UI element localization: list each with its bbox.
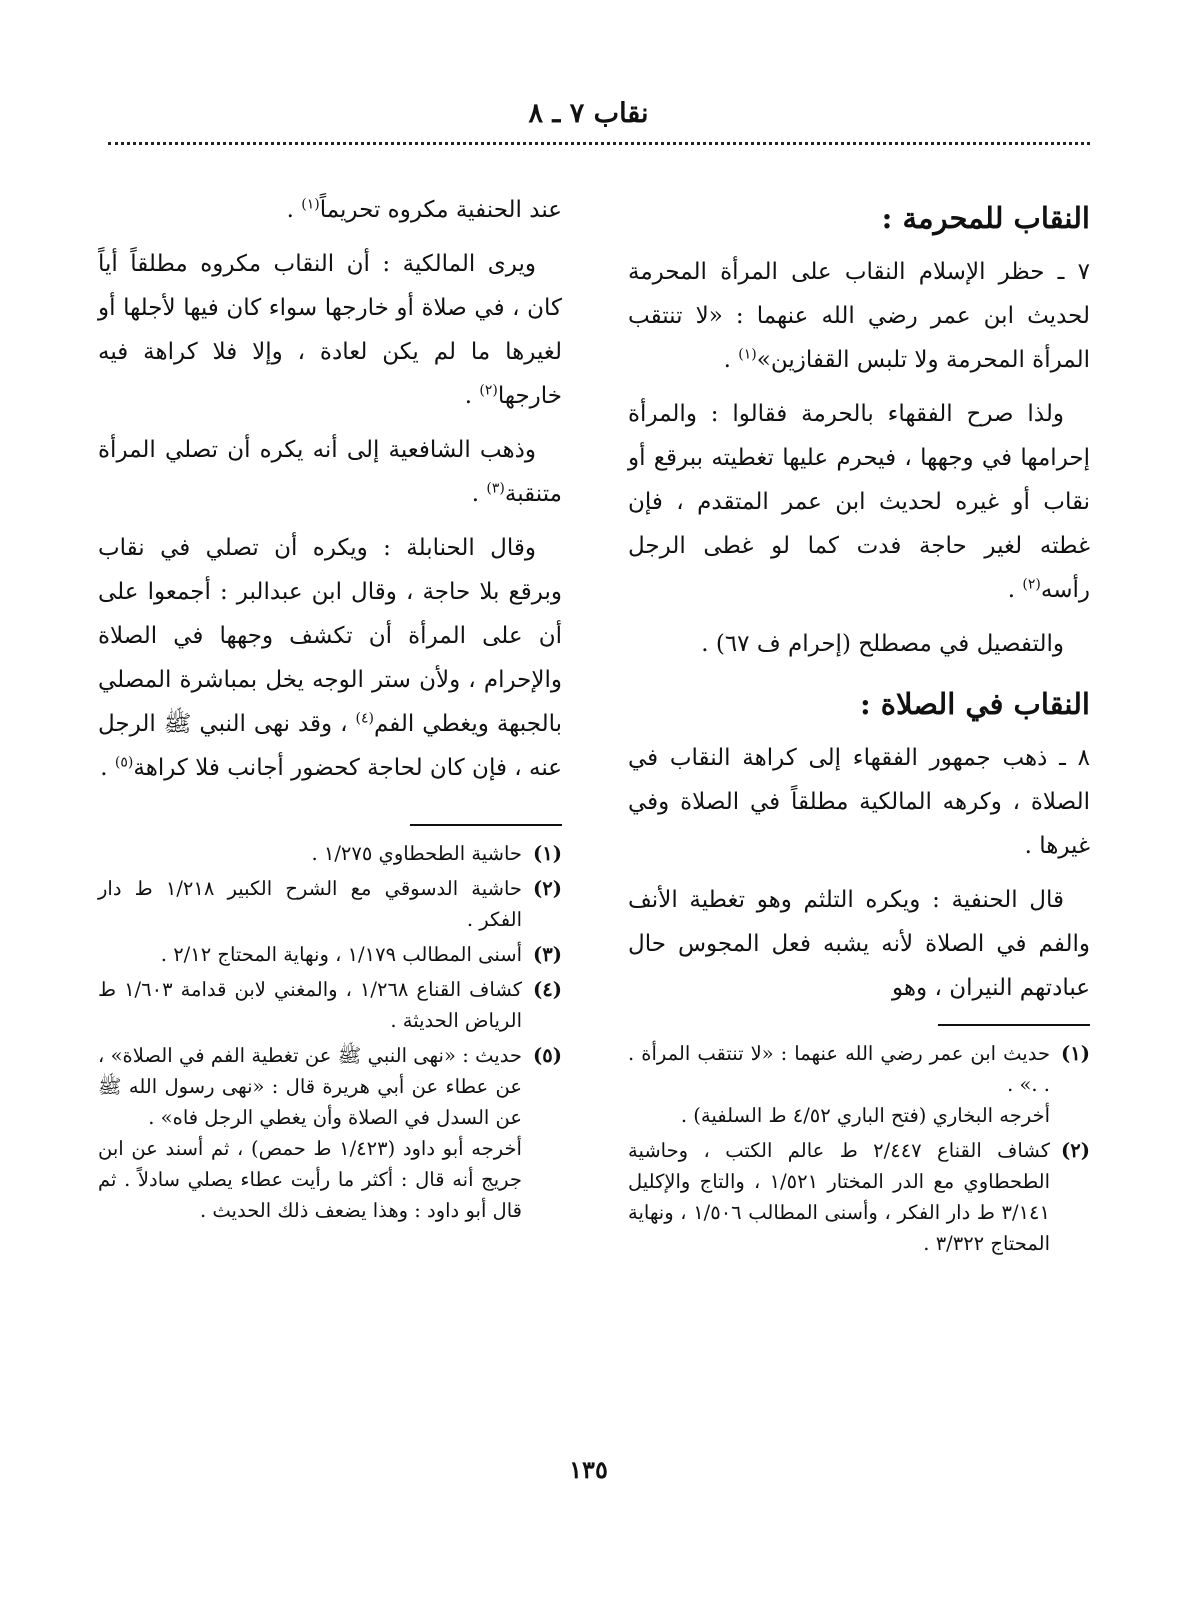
footnote-item — [98, 1040, 562, 1226]
footnote-separator — [410, 824, 562, 826]
paragraph-end: . — [1007, 577, 1023, 603]
footnote-ref: (٥) — [114, 754, 134, 771]
footnote-text: كشاف القناع ٢/٤٤٧ ط عالم الكتب ، وحاشية الطحطاوي مع الدر المختار ١/٥٢١ ، والتاج والإكليل ٣/١٤١ ط دار الفكر ، وأسنى المطالب ١/٥٠٦ ، ونهاية المحتاج ٣/٣٢٢ . — [628, 1139, 1050, 1255]
paragraph-text: ٧ ـ حظر الإسلام النقاب على المرأة المحرمة لحديث ابن عمر رضي الله عنهما : «لا تنتقب المرأة المحرمة ولا تلبس القفازين» — [628, 259, 1090, 373]
paragraph-text: ، وقد نهى النبي ﷺ الرجل عنه ، فإن كان لحاجة كحضور أجانب فلا كراهة — [98, 711, 562, 781]
paragraph-end: . — [100, 755, 115, 781]
paragraph-end: . — [464, 383, 480, 409]
left-column — [98, 188, 562, 1230]
paragraph-hanabila — [98, 526, 562, 790]
footnote-item — [628, 1135, 1090, 1259]
paragraph-fuqaha — [628, 392, 1090, 612]
footnote-ref: (١) — [738, 346, 757, 363]
footnote-ref: (٤) — [355, 710, 374, 727]
paragraph-7 — [628, 250, 1090, 382]
paragraph-text: ولذا صرح الفقهاء بالحرمة فقالوا : والمرأة إحرامها في وجهها ، فيحرم عليها تغطيته ببرقع أو نقاب أو غيره لحديث ابن عمر المتقدم ، فإن غطته لغير حاجة فدت كما لو غطى الرجل رأسه — [628, 401, 1090, 603]
section-heading-muhrima: النقاب للمحرمة : — [881, 201, 1090, 235]
paragraph-end: . — [723, 347, 739, 373]
footnotes-left — [98, 838, 562, 1226]
footnote-text: حاشية الدسوقي مع الشرح الكبير ١/٢١٨ ط دار الفكر . — [98, 877, 522, 931]
footnote-text: حاشية الطحطاوي ١/٢٧٥ . — [311, 842, 522, 865]
footnote-ref: (١) — [301, 196, 320, 213]
footnote-item — [98, 939, 562, 970]
paragraph-text: وقال الحنابلة : ويكره أن تصلي في نقاب وبرقع بلا حاجة ، وقال ابن عبدالبر : أجمعوا على أن على المرأة أن تكشف وجهها في الصلاة والإحرام ، ولأن ستر الوجه يخل بمباشرة المصلي بالجبهة ويغطي الفم — [98, 535, 562, 737]
footnote-number: (٥) — [533, 1044, 562, 1067]
footnotes-right — [628, 1038, 1090, 1259]
paragraph-end: . — [471, 481, 487, 507]
paragraph-text: عند الحنفية مكروه تحريماً — [319, 197, 562, 223]
footnote-ref: (٢) — [1022, 576, 1041, 593]
paragraph-malikiyya — [98, 242, 562, 418]
footnote-text: حديث : «نهى النبي ﷺ عن تغطية الفم في الصلاة» ، عن عطاء عن أبي هريرة قال : «نهى رسول الله ﷺ عن السدل في الصلاة وأن يغطي الرجل فاه» . — [98, 1044, 522, 1129]
paragraph-hanafiyya: قال الحنفية : ويكره التلثم وهو تغطية الأنف والفم في الصلاة لأنه يشبه فعل المجوس حال عبادتهم النيران ، وهو — [628, 887, 1090, 1001]
footnote-text: أخرجه أبو داود (١/٤٢٣ ط حمص) ، ثم أسند عن ابن جريج أنه قال : أكثر ما رأيت عطاء يصلي سادلاً . ثم قال أبو داود : وهذا يضعف ذلك الحديث . — [98, 1137, 522, 1222]
footnote-ref: (٢) — [479, 382, 498, 399]
page-number: ١٣٥ — [569, 1455, 608, 1484]
header-dotted-rule — [108, 142, 1090, 145]
footnote-text: كشاف القناع ١/٢٦٨ ، والمغني لابن قدامة ١/٦٠٣ ط الرياض الحديثة . — [98, 978, 522, 1032]
paragraph-end: . — [286, 197, 302, 223]
footnote-item — [628, 1038, 1090, 1131]
footnote-text: أخرجه البخاري (فتح الباري ٤/٥٢ ط السلفية) . — [680, 1104, 1050, 1127]
footnote-number: (٣) — [533, 943, 562, 966]
paragraph-tafsil: والتفصيل في مصطلح (إحرام ف ٦٧) . — [701, 631, 1064, 657]
footnote-ref: (٣) — [486, 480, 505, 497]
footnote-text: أسنى المطالب ١/١٧٩ ، ونهاية المحتاج ٢/١٢ . — [160, 943, 522, 966]
footnote-text: حديث ابن عمر رضي الله عنهما : «لا تنتقب المرأة . . .» . — [628, 1042, 1050, 1096]
footnote-number: (٢) — [1061, 1139, 1090, 1162]
section-heading-salat: النقاب في الصلاة : — [859, 687, 1090, 721]
paragraph-8: ٨ ـ ذهب جمهور الفقهاء إلى كراهة النقاب في الصلاة ، وكرهه المالكية مطلقاً في الصلاة وفي غيرها . — [628, 745, 1090, 859]
paragraph-shafiiyya — [98, 428, 562, 516]
right-column — [628, 188, 1090, 1263]
paragraph-text: ويرى المالكية : أن النقاب مكروه مطلقاً أياً كان ، في صلاة أو خارجها سواء كان فيها لأجلها أو لغيرها ما لم يكن لعادة ، وإلا فلا كراهة فيه خارجها — [98, 251, 562, 409]
footnote-number: (١) — [1061, 1042, 1090, 1065]
footnote-item — [98, 974, 562, 1036]
paragraph-continued — [98, 188, 562, 232]
footnote-number: (١) — [533, 842, 562, 865]
running-header: نقاب ٧ ـ ٨ — [528, 98, 649, 129]
footnote-item — [98, 838, 562, 869]
footnote-item — [98, 873, 562, 935]
footnote-number: (٤) — [533, 978, 562, 1001]
paragraph-text: وذهب الشافعية إلى أنه يكره أن تصلي المرأة متنقبة — [98, 437, 562, 507]
footnote-separator — [938, 1024, 1090, 1026]
footnote-number: (٢) — [533, 877, 562, 900]
